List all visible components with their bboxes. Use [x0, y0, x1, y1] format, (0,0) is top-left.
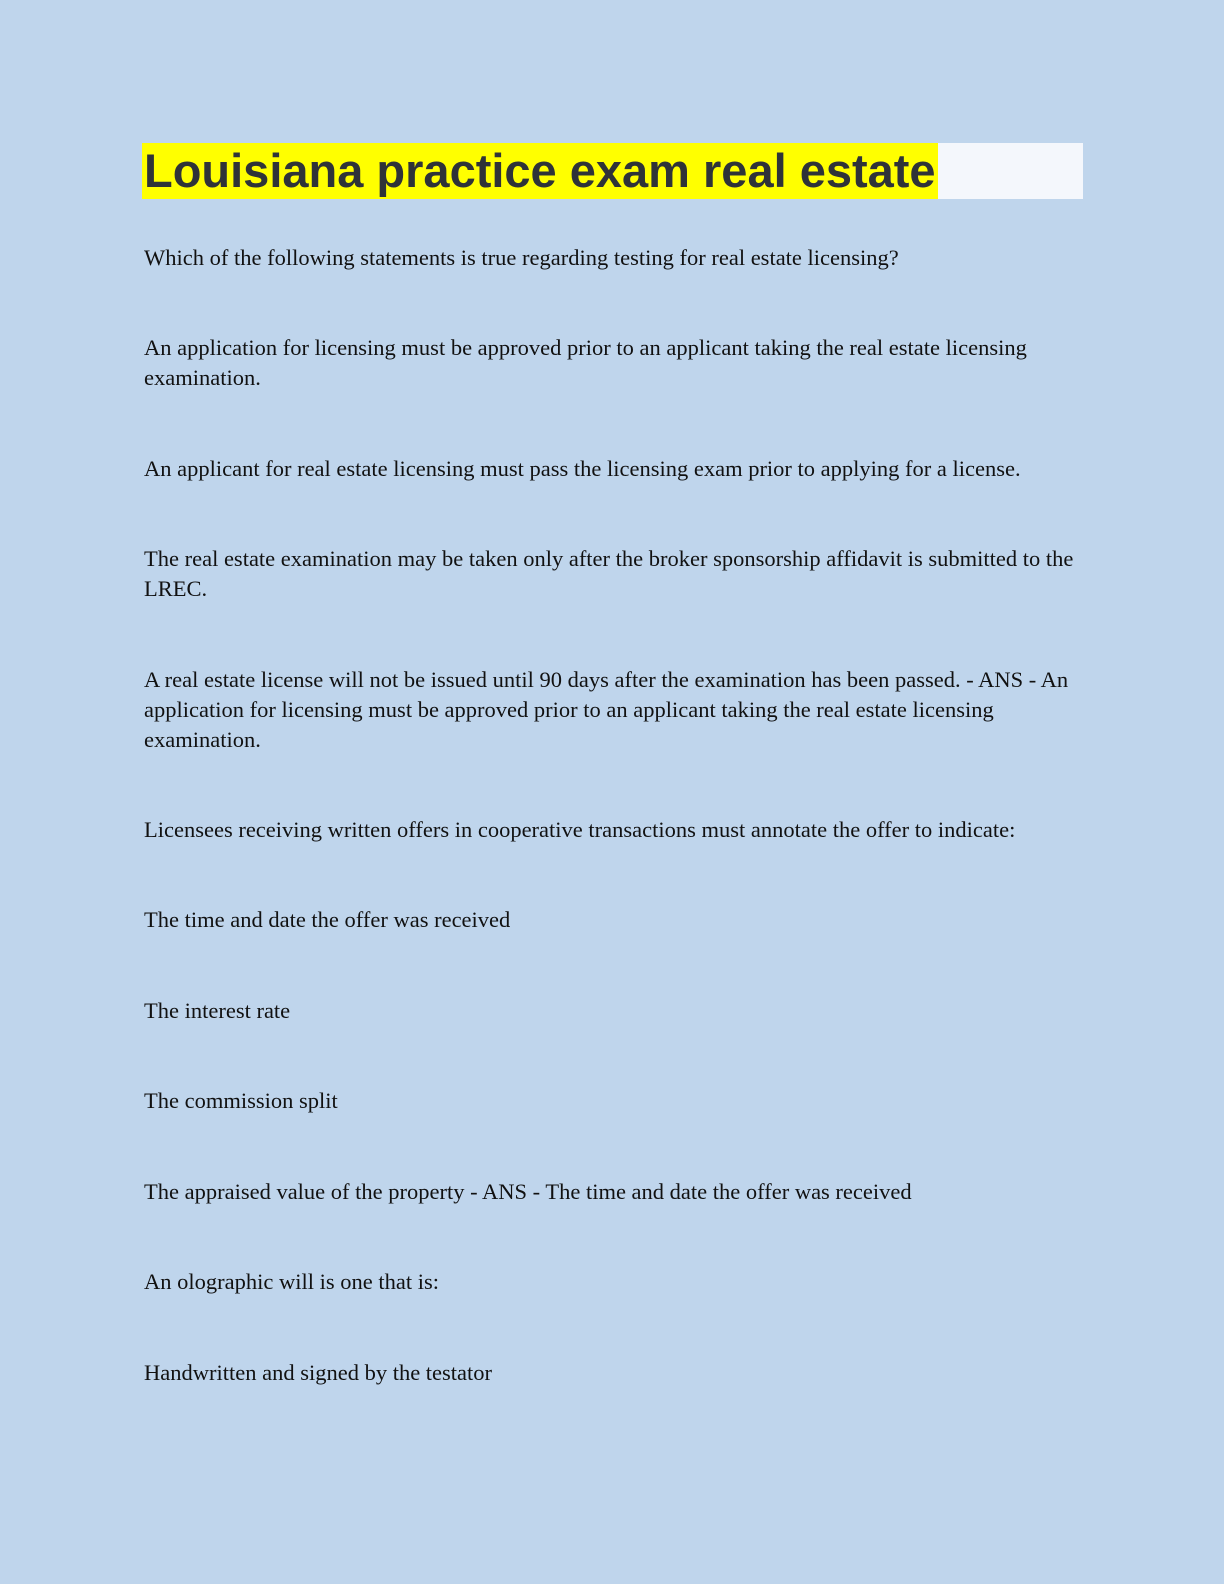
question-1-option-a: An application for licensing must be approved prior to an applicant taking the real estate licensing examination.: [144, 335, 1027, 390]
question-1-option-c: The real estate examination may be taken only after the broker sponsorship affidavit is submitted to the LREC.: [144, 546, 1074, 601]
question-2-text: Licensees receiving written offers in cooperative transactions must annotate the offer to indicate:: [144, 817, 1016, 842]
page-title: Louisiana practice exam real estate: [144, 144, 936, 197]
question-1-option-b: An applicant for real estate licensing must pass the licensing exam prior to applying for a license.: [144, 456, 1021, 481]
question-2-option-b: The interest rate: [144, 998, 291, 1023]
question-1-text: Which of the following statements is true regarding testing for real estate licensing?: [144, 245, 899, 270]
question-3-text: An olographic will is one that is:: [144, 1269, 439, 1294]
question-2-option-a: The time and date the offer was received: [144, 907, 511, 932]
question-1-option-d-with-answer: A real estate license will not be issued until 90 days after the examination has been passed. - ANS - An application for licensing must be approved prior to an applicant taking the real estate licensing examination.: [144, 667, 1069, 752]
question-3-option-a: Handwritten and signed by the testator: [144, 1360, 493, 1385]
question-2-option-d-with-answer: The appraised value of the property - ANS - The time and date the offer was received: [144, 1179, 912, 1204]
question-2-option-c: The commission split: [144, 1088, 338, 1113]
